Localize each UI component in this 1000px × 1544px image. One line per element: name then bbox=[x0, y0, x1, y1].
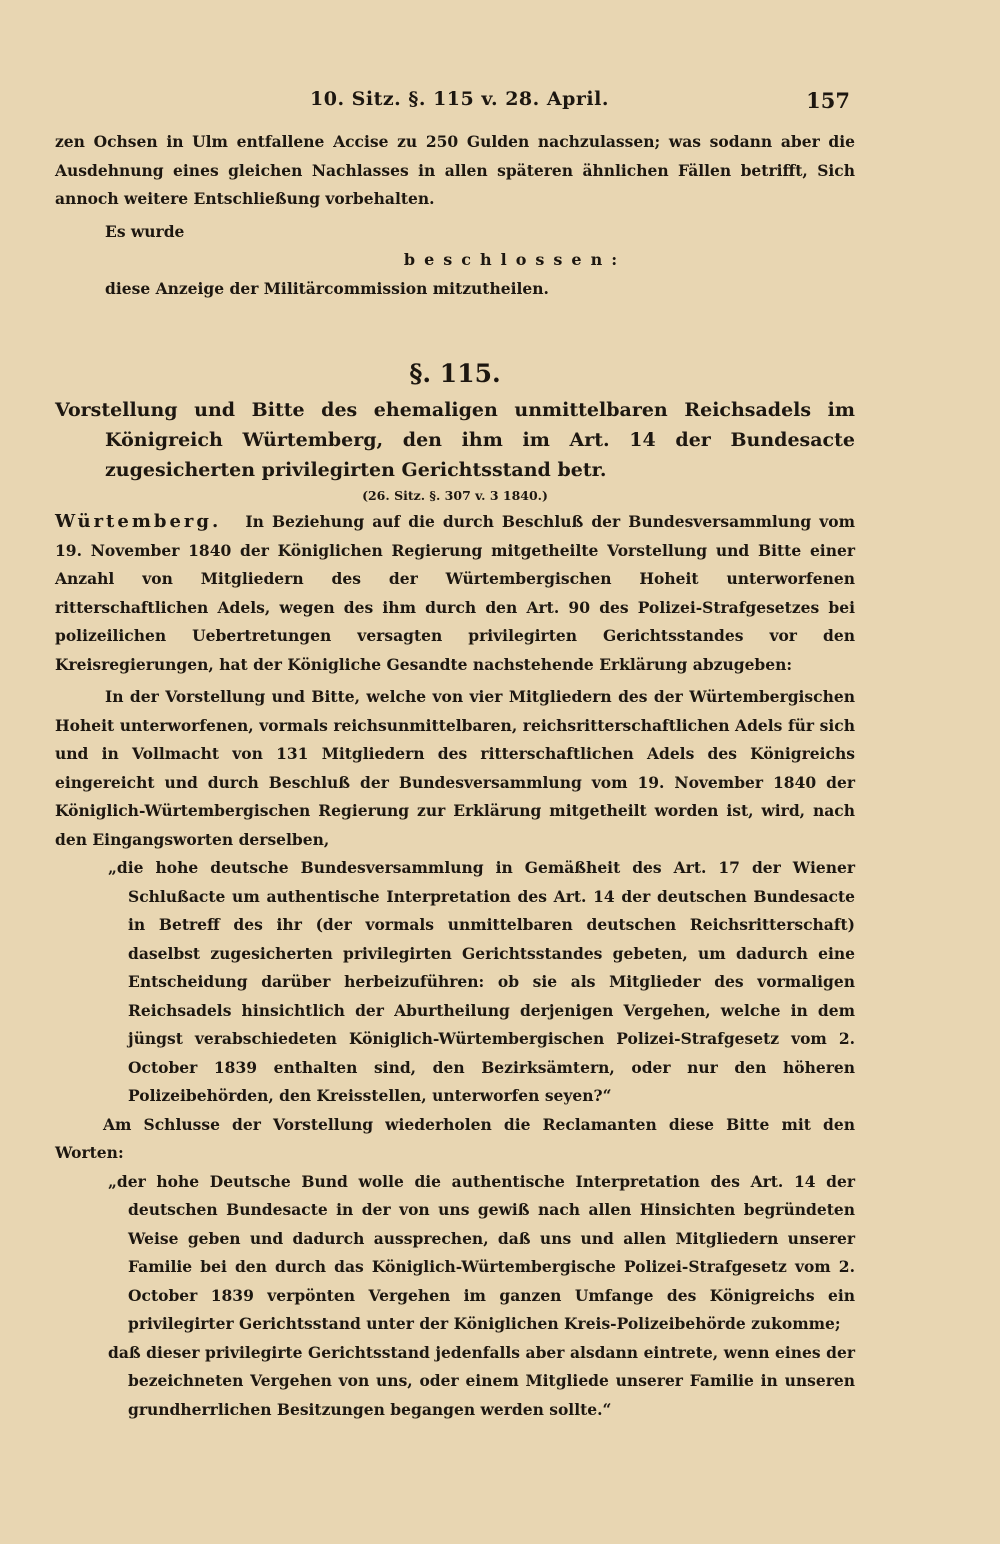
quotation-petition: „die hohe deutsche Bundesversammlung in Gemäßheit des Art. 17 der Wiener Schlußacte um authentische Interpretation des Art. 14 der deutschen Bundesacte in Betreff des ihr (der vormals unmittelbaren deutschen Reichsritterschaft) daselbst zugesicherten privilegirten Gerichtsstandes gebeten, um dadurch eine Entscheidung darüber herbeizuführen: ob sie als Mitglieder des vormaligen Reichsadels hinsichtlich der Aburtheilung derjenigen Vergehen, welche in dem jüngst verabschiedeten Königlich-Würtembergischen Polizei-Strafgesetz vom 2. October 1839 enthalten sind, den Bezirksämtern, oder nur den höheren Polizeibehörden, den Kreisstellen, unterworfen seyen?“ bbox=[108, 858, 855, 1105]
quotation-request-continued: daß dieser privilegirte Gerichtsstand jedenfalls aber alsdann eintrete, wenn eines der bezeichneten Vergehen von uns, oder einem Mitgliede unserer Familie in unseren grundherrlichen Besitzungen begangen werden sollte.“ bbox=[108, 1342, 855, 1419]
paragraph-accise: zen Ochsen in Ulm entfallene Accise zu 250 Gulden nachzulassen; was sodann aber die Ausdehnung eines gleichen Nachlasses in allen späteren ähnlichen Fällen betrifft, Sich annoch weitere Entschließung vorbehalten. bbox=[55, 132, 855, 208]
state-name: Würtemberg. bbox=[55, 511, 222, 532]
page-number: 157 bbox=[806, 88, 850, 113]
section-heading: Vorstellung und Bitte des ehemaligen unmittelbaren Reichsadels im Königreich Würtemberg, den ihm im Art. 14 der Bundesacte zugesicherten privilegirten Gerichtsstand betr. bbox=[55, 399, 855, 481]
paragraph-vorstellung bbox=[55, 683, 855, 854]
running-header bbox=[310, 88, 850, 120]
section-number: §. 115. bbox=[409, 359, 501, 388]
paragraph-wuertemberg bbox=[55, 508, 855, 679]
paragraph-schluss bbox=[55, 1111, 855, 1168]
page-content bbox=[55, 128, 855, 1424]
paragraph-vorstellung-text: In der Vorstellung und Bitte, welche von vier Mitgliedern des der Würtembergischen Hoheit unterworfenen, vormals reichsunmittelbaren, reichsritterschaftlichen Adels für sich und in Vollmacht von 131 Mitgliedern des ritterschaftlichen Adels des Königreichs eingereicht und durch Beschluß der Bundesversammlung vom 19. November 1840 der Königlich-Würtembergischen Regierung zur Erklärung mitgetheilt worden ist, wird, nach den Eingangsworten derselben, bbox=[55, 687, 855, 849]
paragraph-schluss-text: Am Schlusse der Vorstellung wiederholen die Reclamanten diese Bitte mit den Worten: bbox=[55, 1114, 855, 1162]
paragraph-wuertemberg-text: In Beziehung auf die durch Beschluß der Bundesversammlung vom 19. November 1840 der Königlichen Regierung mitgetheilte Vorstellung und Bitte einer Anzahl von Mitgliedern des der Würtembergischen Hoheit unterworfenen ritterschaftlichen Adels, wegen des ihm durch den Art. 90 des Polizei-Strafgesetzes bei polizeilichen Uebertretungen versagten privilegirten Gerichtsstandes vor den Kreisregierungen, hat der Königliche Gesandte nachstehende Erklärung abzugeben: bbox=[55, 512, 855, 674]
section-reference: (26. Sitz. §. 307 v. 3 1840.) bbox=[362, 488, 548, 503]
quotation-request: „der hohe Deutsche Bund wolle die authentische Interpretation des Art. 14 der deutschen Bundesacte in der von uns gewiß nach allen Hinsichten begründeten Weise geben und dadurch aussprechen, daß uns und allen Mitgliedern unserer Familie bei den durch das Königlich-Würtembergische Polizei-Strafgesetz vom 2. October 1839 verpönten Vergehen im ganzen Umfange des Königreichs ein privilegirter Gerichtsstand unter der Königlichen Kreis-Polizeibehörde zukomme; bbox=[108, 1171, 855, 1333]
resolution-keyword: beschlossen: bbox=[403, 250, 627, 269]
paragraph-es-wurde: Es wurde bbox=[105, 221, 185, 241]
running-title: 10. Sitz. §. 115 v. 28. April. bbox=[310, 88, 609, 110]
paragraph-resolution: diese Anzeige der Militärcommission mitzutheilen. bbox=[105, 278, 549, 298]
